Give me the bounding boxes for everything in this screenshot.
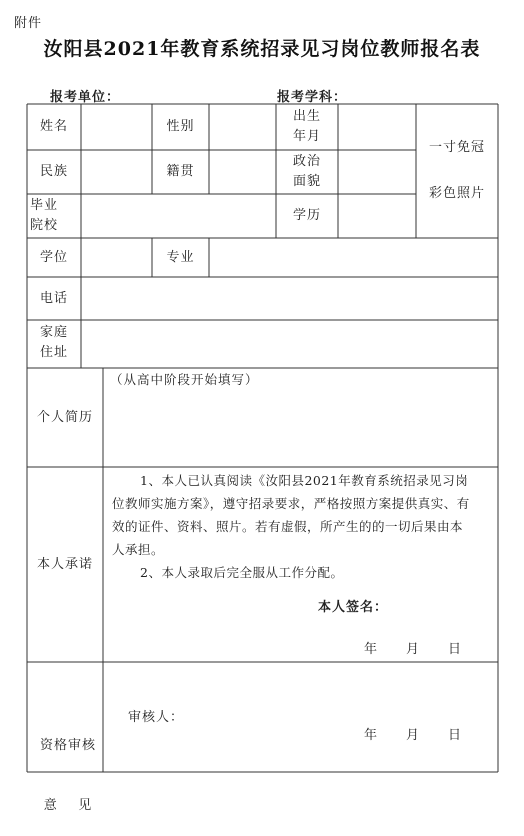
address-label-line1: 家庭: [40, 325, 69, 340]
birth-label-line1: 出生: [292, 109, 321, 124]
promise-p1-line2: 位教师实施方案》，遵守招录要求，严格按照方案提供真实、有: [112, 496, 470, 511]
political-status-label: [276, 150, 338, 194]
name-label: 姓名: [39, 119, 68, 134]
resume-label: 个人简历: [36, 409, 93, 425]
attachment-label: 附件: [14, 16, 43, 31]
form-title: 汝阳县2021年教育系统招录见习岗位教师报名表: [43, 38, 481, 60]
school-label-line2: 院校: [30, 218, 59, 233]
major-label: 专业: [166, 249, 195, 265]
native-place-label: 籍贯: [166, 164, 195, 179]
promise-p2: 2、本人录取后完全服从工作分配。: [140, 565, 344, 580]
school-label-line1: 毕业: [30, 198, 59, 213]
education-label: 学历: [292, 208, 321, 223]
birth-label-line2: 年月: [292, 129, 321, 144]
political-label-line2: 面貌: [292, 174, 321, 189]
promise-text: [112, 469, 496, 584]
resume-hint: （从高中阶段开始填写）: [110, 372, 259, 387]
gender-label: 性别: [166, 119, 195, 134]
address-label: [40, 323, 80, 367]
apply-unit-label: 报考单位：: [50, 90, 121, 105]
review-label-line1: 资格审核: [39, 738, 96, 753]
promise-label: 本人承诺: [36, 556, 93, 572]
phone-label: 电话: [39, 290, 68, 306]
review-date-year: 年: [364, 728, 379, 743]
birth-label: [276, 104, 338, 150]
apply-subject-label: 报考学科：: [277, 90, 348, 105]
review-label: [36, 696, 100, 836]
reviewer-label: 审核人：: [128, 710, 185, 725]
address-label-line2: 住址: [40, 345, 69, 360]
school-label: [30, 196, 80, 238]
photo-label-line2: 彩色照片: [428, 186, 485, 201]
promise-p1-line1: 1、本人已认真阅读《汝阳县2021年教育系统招录见习岗: [140, 473, 469, 488]
review-date-day: 日: [448, 728, 463, 743]
promise-date-day: 日: [448, 642, 463, 657]
photo-placeholder: [416, 104, 498, 238]
review-date-month: 月: [406, 728, 421, 743]
ethnicity-label: 民族: [39, 164, 68, 179]
political-label-line1: 政治: [292, 154, 321, 169]
promise-date-year: 年: [364, 642, 379, 657]
review-label-line2: 意 见: [43, 798, 93, 813]
promise-p1-line4: 人承担。: [112, 542, 165, 557]
promise-date-month: 月: [406, 642, 421, 657]
photo-label-line1: 一寸免冠: [428, 140, 485, 155]
degree-label: 学位: [39, 249, 68, 265]
promise-p1-line3: 效的证件、资料、照片。若有虚假，所产生的的一切后果由本: [112, 519, 464, 534]
signature-label: 本人签名：: [318, 600, 389, 615]
